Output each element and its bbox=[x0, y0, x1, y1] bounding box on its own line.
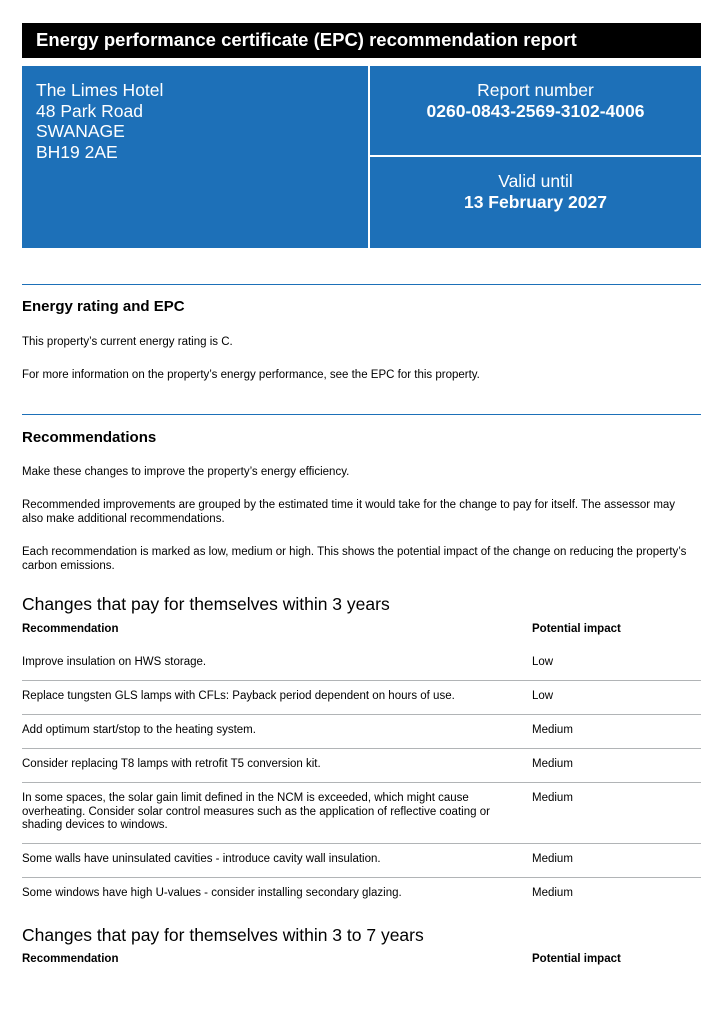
column-header-impact: Potential impact bbox=[532, 953, 621, 965]
group-title-3-years: Changes that pay for themselves within 3 years bbox=[22, 594, 390, 614]
recommendation-text: Some windows have high U-values - consider installing secondary glazing. bbox=[22, 887, 402, 899]
column-header-impact: Potential impact bbox=[532, 623, 621, 635]
report-number-label: Report number bbox=[477, 80, 594, 100]
table-row bbox=[22, 853, 701, 878]
column-header-recommendation: Recommendation bbox=[22, 623, 119, 635]
report-title: Energy performance certificate (EPC) recommendation report bbox=[22, 23, 701, 58]
impact-value: Low bbox=[532, 690, 554, 702]
recommendation-text: Add optimum start/stop to the heating system. bbox=[22, 724, 256, 736]
report-number-value: 0260-0843-2569-3102-4006 bbox=[426, 101, 645, 121]
group-title-3-to-7-years: Changes that pay for themselves within 3 to 7 years bbox=[22, 925, 424, 945]
property-address bbox=[22, 66, 368, 248]
valid-until-value: 13 February 2027 bbox=[463, 192, 607, 212]
column-header-recommendation: Recommendation bbox=[22, 953, 119, 965]
more-info-text: For more information on the property’s energy performance, see the EPC for this property. bbox=[22, 369, 480, 381]
recommendation-text: In some spaces, the solar gain limit defined in the NCM is exceeded, which might cause overheating. Consider solar control measures such as the application of reflective coating or shading devices to windows. bbox=[22, 792, 490, 831]
valid-until-label: Valid until bbox=[498, 171, 573, 191]
recommendation-text: Improve insulation on HWS storage. bbox=[22, 656, 207, 668]
table-row bbox=[22, 887, 701, 907]
address-line: BH19 2AE bbox=[36, 141, 118, 162]
address-line: SWANAGE bbox=[36, 121, 125, 141]
impact-value: Medium bbox=[532, 724, 573, 736]
summary-panel bbox=[22, 66, 701, 248]
address-line: 48 Park Road bbox=[36, 100, 144, 121]
table-row bbox=[22, 792, 701, 844]
recommendations-heading: Recommendations bbox=[22, 429, 157, 446]
table-header bbox=[22, 623, 701, 641]
recommendations-table-3-years bbox=[22, 623, 701, 641]
table-row bbox=[22, 724, 701, 749]
impact-value: Medium bbox=[532, 853, 573, 865]
impact-value: Low bbox=[532, 656, 554, 668]
recommendation-text: Consider replacing T8 lamps with retrofit T5 conversion kit. bbox=[22, 758, 321, 770]
impact-note-text: Each recommendation is marked as low, medium or high. This shows the potential impact of the change on reducing the property’s carbon emissions. bbox=[22, 546, 687, 572]
impact-value: Medium bbox=[532, 887, 573, 899]
address-line: The Limes Hotel bbox=[36, 80, 164, 100]
impact-value: Medium bbox=[532, 758, 573, 770]
valid-until-cell bbox=[370, 157, 701, 248]
report-number-cell bbox=[370, 66, 701, 155]
section-divider bbox=[22, 414, 701, 415]
recommendation-text: Replace tungsten GLS lamps with CFLs: Payback period dependent on hours of use. bbox=[22, 690, 455, 702]
recommendation-text: Some walls have uninsulated cavities - introduce cavity wall insulation. bbox=[22, 853, 381, 865]
energy-rating-heading: Energy rating and EPC bbox=[22, 298, 185, 315]
recommendations-intro: Make these changes to improve the property’s energy efficiency. bbox=[22, 466, 350, 478]
recommendations-grouping-text: Recommended improvements are grouped by the estimated time it would take for the change to pay for itself. The assessor may also make additional recommendations. bbox=[22, 499, 676, 525]
recommendations-table-3-to-7-years bbox=[22, 953, 701, 971]
section-divider bbox=[22, 284, 701, 285]
table-row bbox=[22, 690, 701, 715]
epc-report-page bbox=[22, 23, 701, 248]
table-row bbox=[22, 758, 701, 783]
impact-value: Medium bbox=[532, 792, 573, 804]
table-row bbox=[22, 656, 701, 681]
current-rating-text: This property’s current energy rating is C. bbox=[22, 336, 233, 348]
